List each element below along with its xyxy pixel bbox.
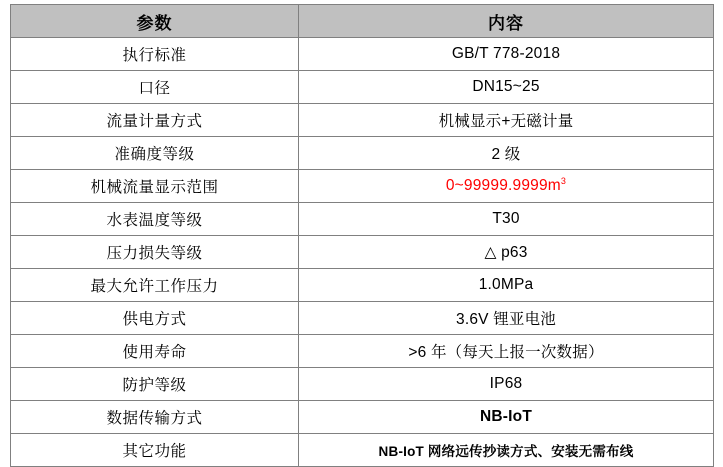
value-cell: IP68: [299, 368, 714, 401]
parameter-cell: 口径: [11, 71, 299, 104]
value-cell: △ p63: [299, 236, 714, 269]
table-row: [11, 302, 714, 335]
table-row: [11, 269, 714, 302]
value-cell: 1.0MPa: [299, 269, 714, 302]
parameter-cell: 水表温度等级: [11, 203, 299, 236]
value-cell: 机械显示+无磁计量: [299, 104, 714, 137]
table-row: [11, 434, 714, 467]
value-cell: 2 级: [299, 137, 714, 170]
table-row: [11, 236, 714, 269]
parameter-cell: 使用寿命: [11, 335, 299, 368]
value-cell: $0\sim 99999.9999m^3$: [299, 170, 714, 203]
parameter-cell: 其它功能: [11, 434, 299, 467]
parameter-cell: 数据传输方式: [11, 401, 299, 434]
table-row: [11, 335, 714, 368]
parameter-cell: 供电方式: [11, 302, 299, 335]
value-cell: 3.6V 锂亚电池: [299, 302, 714, 335]
parameter-cell: 最大允许工作压力: [11, 269, 299, 302]
table-row: [11, 170, 714, 203]
table-row: [11, 38, 714, 71]
table-row: [11, 137, 714, 170]
table-row: [11, 203, 714, 236]
table-row: [11, 401, 714, 434]
table-body: [11, 38, 714, 467]
parameter-cell: 压力损失等级: [11, 236, 299, 269]
value-cell: GB/T 778-2018: [299, 38, 714, 71]
specification-table: [10, 4, 714, 467]
table-row: [11, 71, 714, 104]
parameter-cell: 执行标准: [11, 38, 299, 71]
table-header: [11, 5, 714, 38]
parameter-cell: 防护等级: [11, 368, 299, 401]
value-cell: NB-IoT: [299, 401, 714, 434]
value-cell: NB-IoT 网络远传抄读方式、安装无需布线: [299, 434, 714, 467]
value-cell: >6 年（每天上报一次数据）: [299, 335, 714, 368]
table-row: [11, 368, 714, 401]
value-cell: DN15~25: [299, 71, 714, 104]
parameter-cell: 流量计量方式: [11, 104, 299, 137]
parameter-cell: 机械流量显示范围: [11, 170, 299, 203]
parameter-cell: 准确度等级: [11, 137, 299, 170]
column-header-parameter: 参数: [11, 5, 299, 38]
table-row: [11, 104, 714, 137]
column-header-content: 内容: [299, 5, 714, 38]
table-header-row: [11, 5, 714, 38]
value-cell: T30: [299, 203, 714, 236]
